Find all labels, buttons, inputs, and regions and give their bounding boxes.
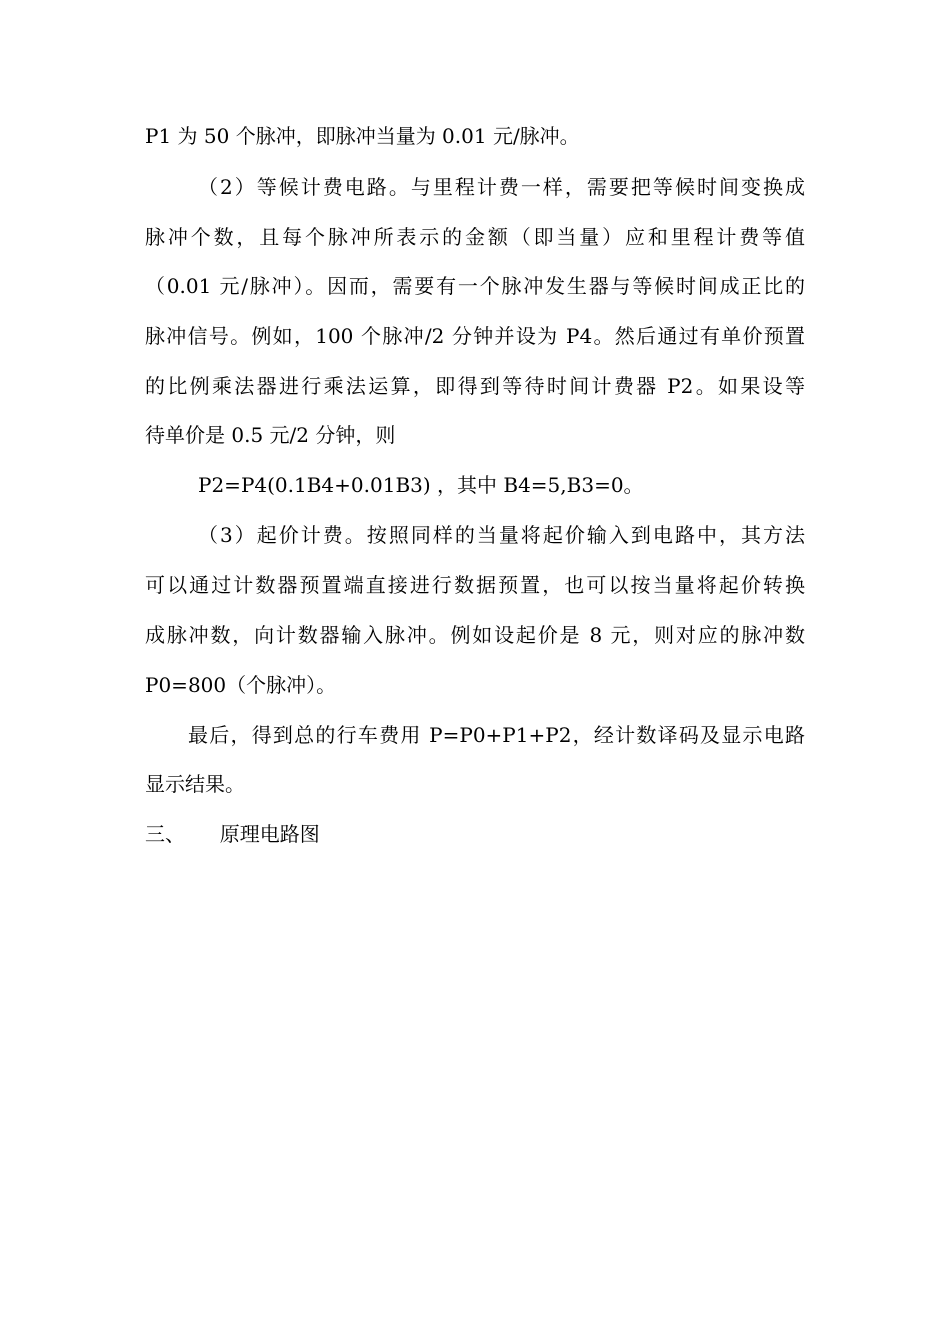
paragraph-line-11: 成脉冲数，向计数器输入脉冲。例如设起价是 8 元，则对应的脉冲数 (145, 623, 805, 647)
section-number: 三、 (145, 822, 185, 846)
paragraph-line-4: （0.01 元/脉冲）。因而，需要有一个脉冲发生器与等候时间成正比的 (145, 274, 805, 298)
paragraph-line-10: 可以通过计数器预置端直接进行数据预置，也可以按当量将起价转换 (145, 573, 805, 597)
paragraph-line-6: 的比例乘法器进行乘法运算，即得到等待时间计费器 P2。如果设等 (145, 374, 805, 398)
paragraph-line-2: （2）等候计费电路。与里程计费一样，需要把等候时间变换成 (198, 175, 805, 199)
paragraph-line-3: 脉冲个数，且每个脉冲所表示的金额（即当量）应和里程计费等值 (145, 225, 805, 249)
paragraph-line-9: （3）起价计费。按照同样的当量将起价输入到电路中，其方法 (198, 523, 805, 547)
section-heading (145, 819, 805, 849)
paragraph-line-7: 待单价是 0.5 元/2 分钟，则 (145, 423, 396, 447)
paragraph-line-5: 脉冲信号。例如，100 个脉冲/2 分钟并设为 P4。然后通过有单价预置 (145, 324, 805, 348)
paragraph-line-12: P0=800（个脉冲）。 (145, 673, 337, 697)
paragraph-line-1: P1 为 50 个脉冲，即脉冲当量为 0.01 元/脉冲。 (145, 124, 580, 148)
paragraph-line-13: 最后，得到总的行车费用 P=P0+P1+P2，经计数译码及显示电路 (188, 723, 805, 747)
section-title: 原理电路图 (219, 822, 320, 846)
paragraph-line-14: 显示结果。 (145, 772, 245, 796)
formula-line: P2=P4(0.1B4+0.01B3) ，其中 B4=5,B3=0。 (198, 473, 644, 497)
